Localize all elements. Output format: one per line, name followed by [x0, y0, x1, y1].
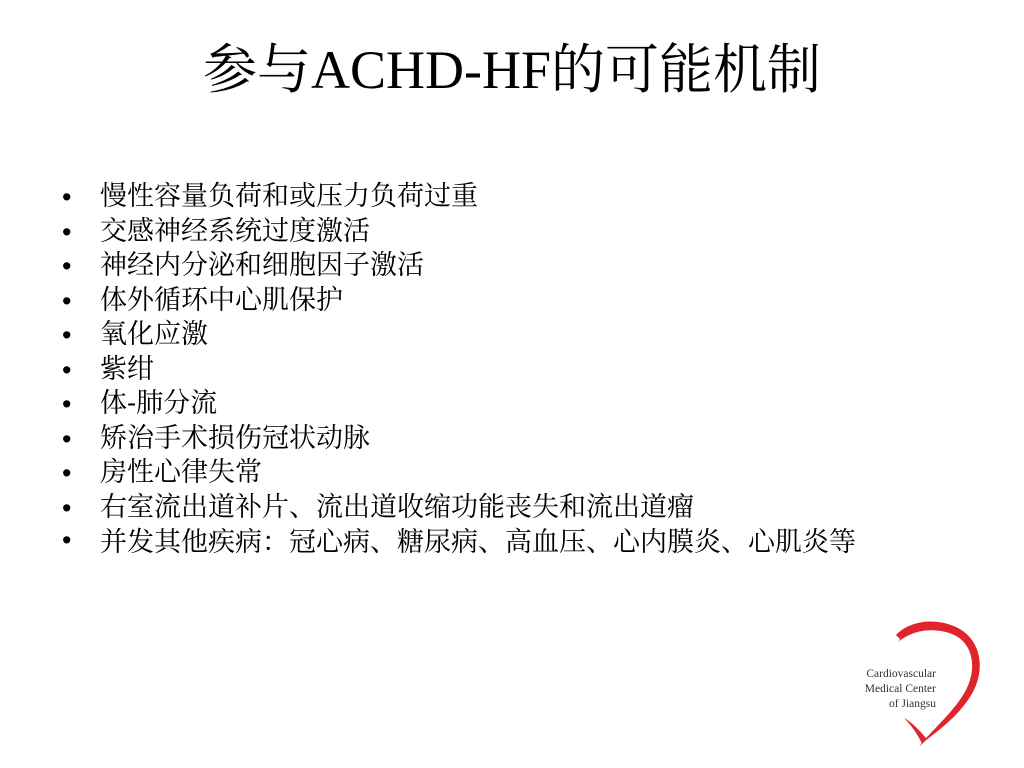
logo-text [826, 667, 936, 712]
bullet-item-6 [62, 353, 962, 388]
bullet-text: 交感神经系统过度激活 [100, 215, 370, 247]
heart-tail [904, 718, 926, 744]
logo-line-1: Cardiovascular [866, 668, 936, 680]
bullet-text: 氧化应激 [100, 319, 208, 350]
bullet-dot: • [62, 492, 72, 523]
bullet-dot: • [62, 216, 72, 247]
bullet-item-1 [62, 180, 962, 215]
slide-title: 参与ACHD-HF的可能机制 [202, 40, 822, 100]
bullet-item-10 [62, 491, 962, 526]
bullet-dot: • [62, 251, 72, 281]
bullet-text: 房性心律失常 [100, 457, 262, 488]
bullet-item-5 [62, 318, 962, 353]
bullet-dot: • [62, 458, 72, 488]
logo-line-3: of Jiangsu [889, 698, 936, 710]
bullet-text: 体外循环中心肌保护 [100, 284, 343, 316]
bullet-text: 慢性容量负荷和或压力负荷过重 [100, 181, 478, 212]
logo-line-2: Medical Center [864, 683, 936, 695]
bullet-text: 右室流出道补片、流出道收缩功能丧失和流出道瘤 [100, 491, 694, 523]
bullet-item-4 [62, 284, 962, 319]
bullet-item-3 [62, 249, 962, 284]
bullet-dot: • [62, 525, 72, 555]
bullet-dot: • [62, 285, 72, 316]
bullet-text: 体-肺分流 [100, 388, 218, 419]
bullet-dot: • [62, 354, 72, 385]
bullet-list [62, 180, 962, 563]
bullet-text: 并发其他疾病：冠心病、糖尿病、高血压、心内膜炎、心肌炎等 [100, 527, 856, 558]
bullet-item-2 [62, 215, 962, 250]
bullet-dot: • [62, 182, 72, 212]
bullet-text: 矫治手术损伤冠状动脉 [100, 422, 370, 454]
bullet-item-9 [62, 456, 962, 491]
bullet-text: 神经内分泌和细胞因子激活 [100, 250, 424, 281]
bullet-item-7 [62, 387, 962, 422]
bullet-item-8 [62, 422, 962, 457]
bullet-dot: • [62, 389, 72, 419]
cardiovascular-center-logo [826, 620, 986, 750]
bullet-item-11 [62, 525, 962, 563]
bullet-dot: • [62, 320, 72, 350]
bullet-text: 紫绀 [100, 353, 154, 385]
bullet-dot: • [62, 423, 72, 454]
